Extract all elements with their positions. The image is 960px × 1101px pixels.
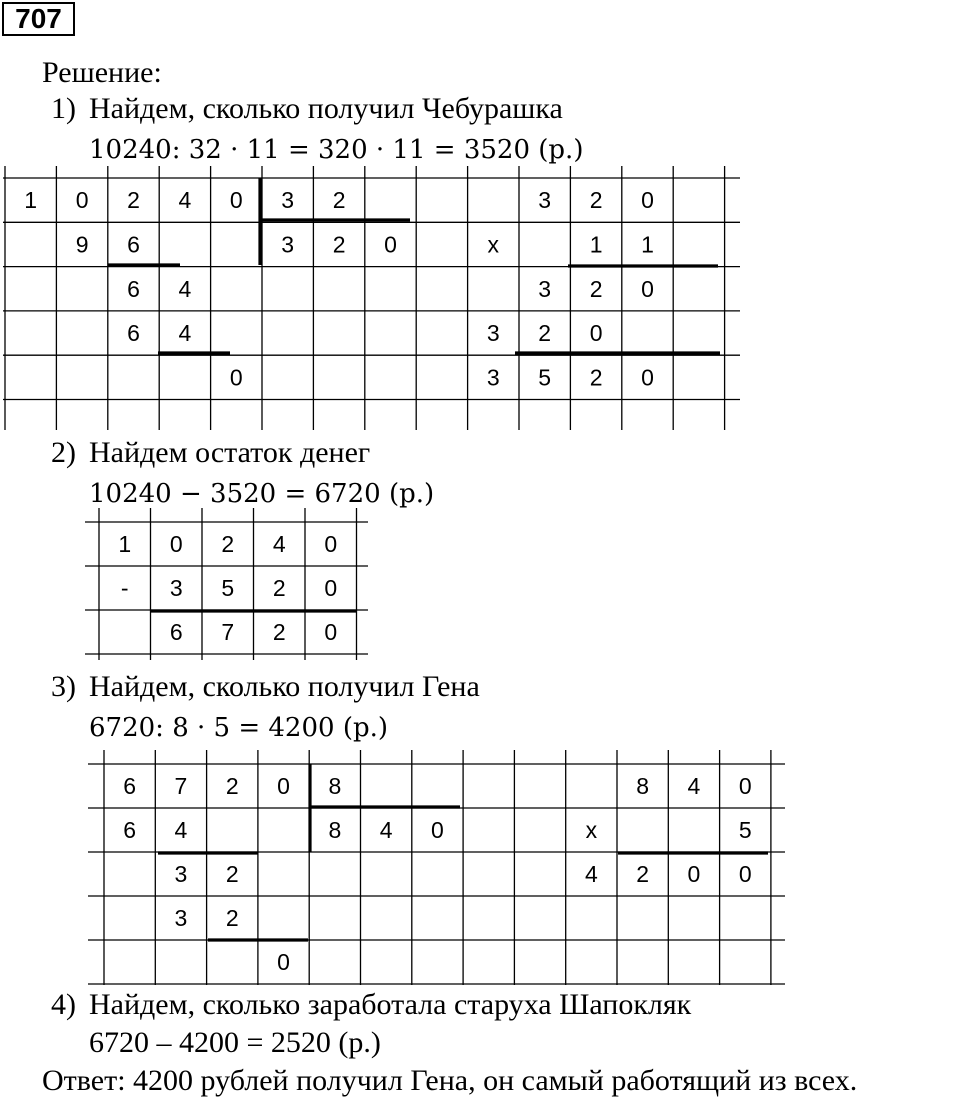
grid-digit: 2 xyxy=(225,773,239,799)
grid-digit: 0 xyxy=(738,861,752,887)
grid-digit: 4 xyxy=(379,817,393,843)
step-1-equation: 10240: 32 · 11 = 320 · 11 = 3520 (р.) xyxy=(89,135,584,165)
grid-digit: 9 xyxy=(75,231,89,258)
grid-digit: 3 xyxy=(538,187,552,214)
grid-digit: 1 xyxy=(589,231,603,258)
grid-digit: 3 xyxy=(486,364,500,391)
grid-digit: 2 xyxy=(272,619,286,645)
solution-label: Решение: xyxy=(42,56,162,89)
grid-digit: 0 xyxy=(384,231,397,258)
step-2-title: Найдем остаток денег xyxy=(89,436,371,469)
grid-digit: 2 xyxy=(272,575,286,601)
grid-digit: 2 xyxy=(636,861,650,887)
step-4-equation: 6720 – 4200 = 2520 (р.) xyxy=(89,1026,381,1059)
step-3-equation: 6720: 8 · 5 = 4200 (р.) xyxy=(89,713,389,743)
grid-digit: 6 xyxy=(127,275,140,302)
step-2-number: 2) xyxy=(51,436,76,469)
grid-digit: 2 xyxy=(589,187,603,214)
step-4-title: Найдем, сколько заработала старуха Шапокляк xyxy=(89,988,692,1021)
grid-digit: x xyxy=(487,231,500,258)
grid-digit: 0 xyxy=(687,861,701,887)
grid-digit: 0 xyxy=(431,817,444,843)
grid-digit: 4 xyxy=(272,531,286,557)
grid-digit: 2 xyxy=(332,231,346,258)
grid-digit: 2 xyxy=(332,187,346,214)
grid-digit: 8 xyxy=(636,773,650,799)
grid-digit: 0 xyxy=(324,575,338,601)
grid-digit: 3 xyxy=(281,231,295,258)
grid-digit: 3 xyxy=(174,905,188,931)
grid-digit: 2 xyxy=(538,320,552,347)
grid-digit: 2 xyxy=(127,187,140,214)
grid-digit: 6 xyxy=(123,773,137,799)
grid-digit: 0 xyxy=(589,320,603,347)
step-3-number: 3) xyxy=(51,670,76,703)
step-4-number: 4) xyxy=(51,988,76,1021)
grid-digit: 2 xyxy=(589,275,603,302)
grid-digit: 2 xyxy=(225,905,239,931)
grid-digit: 8 xyxy=(328,773,342,799)
grid-digit: 0 xyxy=(641,364,654,391)
grid-digit: 8 xyxy=(328,817,342,843)
grid-digit: 6 xyxy=(127,320,140,347)
grid-digit: 1 xyxy=(641,231,654,258)
grid-digit: 7 xyxy=(221,619,235,645)
grid-digit: 2 xyxy=(589,364,603,391)
grid-digit: 4 xyxy=(687,773,701,799)
step-1-number: 1) xyxy=(51,92,76,125)
grid-digit: 1 xyxy=(24,187,38,214)
grid-digit: 0 xyxy=(641,187,654,214)
grid-lines xyxy=(88,750,785,985)
grid-digit: 5 xyxy=(221,575,235,601)
grid-digit: 5 xyxy=(738,817,752,843)
grid-digit: 0 xyxy=(641,275,654,302)
grid-digit: 3 xyxy=(538,275,552,302)
step-2-equation: 10240 − 3520 = 6720 (р.) xyxy=(89,479,435,509)
grid-digit: 3 xyxy=(281,187,295,214)
grid-digit: 3 xyxy=(486,320,500,347)
step-3-title: Найдем, сколько получил Гена xyxy=(89,670,480,703)
grid-digit: 5 xyxy=(538,364,552,391)
grid-digit: - xyxy=(120,575,129,601)
grid-digit: 4 xyxy=(584,861,598,887)
step-1-title: Найдем, сколько получил Чебурашка xyxy=(89,92,563,125)
grid-digit: 4 xyxy=(174,817,188,843)
grid-digit: 6 xyxy=(169,619,183,645)
grid-digit: 2 xyxy=(225,861,239,887)
grid-digit: 4 xyxy=(178,320,192,347)
grid-digit: 0 xyxy=(277,773,290,799)
grid-digit: 0 xyxy=(229,187,243,214)
answer-text: Ответ: 4200 рублей получил Гена, он самый работящий из всех. xyxy=(42,1064,858,1097)
grid-digit: 0 xyxy=(169,531,183,557)
grid-digit: 0 xyxy=(324,531,338,557)
grid-digit: 6 xyxy=(127,231,140,258)
grid-digit: 0 xyxy=(75,187,89,214)
grid-digit: 0 xyxy=(229,364,243,391)
grid-digit: 7 xyxy=(174,773,188,799)
grid-digit: 2 xyxy=(221,531,235,557)
grid-digit: 0 xyxy=(738,773,752,799)
grid-digit: 3 xyxy=(174,861,188,887)
grid-digit: x xyxy=(585,817,598,843)
problem-number: 707 xyxy=(2,2,75,36)
grid-digit: 4 xyxy=(178,275,192,302)
grid-digit: 3 xyxy=(169,575,183,601)
grid-digit: 0 xyxy=(277,949,290,975)
grid-digit: 0 xyxy=(324,619,338,645)
grid-digit: 4 xyxy=(178,187,192,214)
grid-digit: 6 xyxy=(123,817,137,843)
grid-digit: 1 xyxy=(118,531,132,557)
